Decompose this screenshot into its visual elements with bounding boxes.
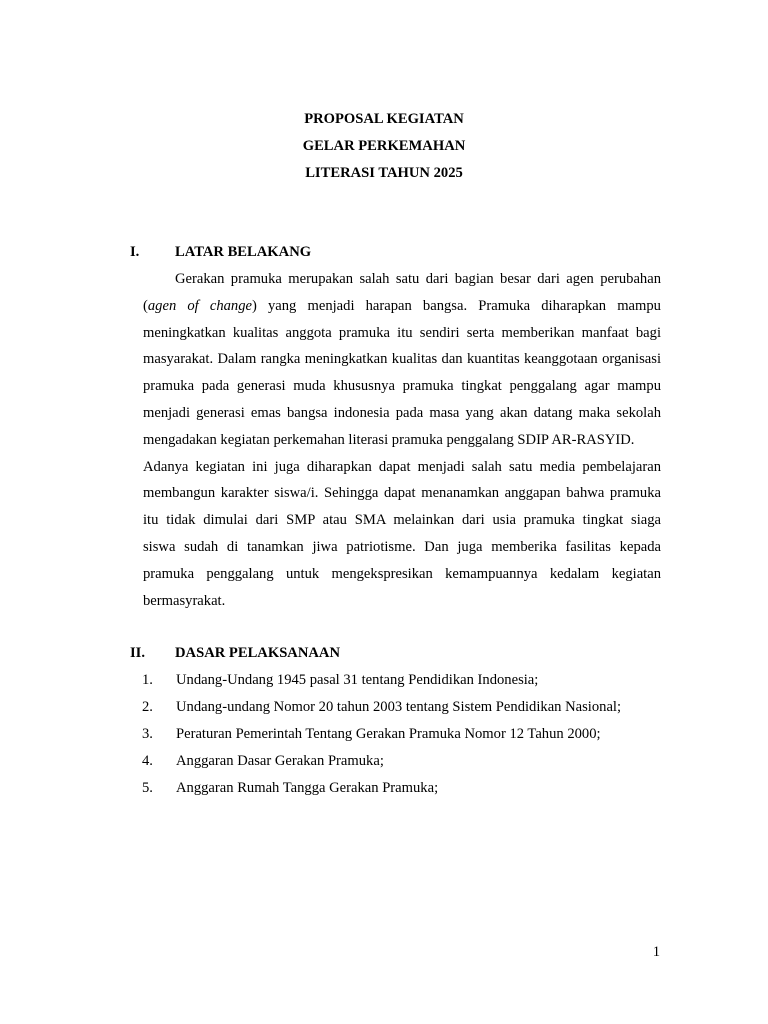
title-line-1: PROPOSAL KEGIATAN [304,111,464,127]
paragraph-line: masyarakat. Dalam rangka meningkatkan kualitas dan kuantitas keanggotaan organisasi [143,351,661,368]
paragraph-line: siswa sudah di tanamkan jiwa patriotisme. Dan juga memberika fasilitas kepada [143,538,661,555]
list-item-text: Anggaran Rumah Tangga Gerakan Pramuka; [176,780,439,796]
list-item-number: 4. [142,753,153,769]
list-item [142,694,682,721]
title-line-3: LITERASI TAHUN 2025 [305,165,463,181]
italic-phrase: agen of change [147,297,252,314]
list-item-text: Peraturan Pemerintah Tentang Gerakan Pramuka Nomor 12 Tahun 2000; [176,726,601,742]
title-line-2: GELAR PERKEMAHAN [302,138,466,154]
list-item-text: Anggaran Dasar Gerakan Pramuka; [176,753,384,769]
paragraph-line-rest: ) yang menjadi harapan bangsa. Pramuka diharapkan mampu [252,297,661,314]
paragraph-line: menjadi generasi emas bangsa indonesia pada masa yang akan datang maka sekolah [143,404,661,421]
list-item-number: 1. [142,672,153,688]
paragraph-line: mengadakan kegiatan perkemahan literasi pramuka penggalang SDIP AR-RASYID. [143,431,635,448]
list-item-text: Undang-Undang 1945 pasal 31 tentang Pendidikan Indonesia; [176,672,539,688]
paren-open: ( [143,297,148,314]
latar-belakang-paragraph [143,266,661,614]
paragraph-line: pramuka pada generasi muda khususnya pramuka tingkat penggalang agar mampu [143,378,661,395]
list-item [142,748,682,775]
document-title [0,106,768,187]
list-item-number: 5. [142,780,153,796]
page-number: 1 [652,944,660,960]
paragraph-line: pramuka penggalang untuk mengekspresikan kemampuannya kedalam kegiatan [143,565,661,582]
list-item [142,721,682,748]
dasar-pelaksanaan-list [142,667,682,802]
list-item-text: Undang-undang Nomor 20 tahun 2003 tentang Sistem Pendidikan Nasional; [176,699,622,715]
paragraph-line: Gerakan pramuka merupakan salah satu dari bagian besar dari agen perubahan [175,271,661,287]
paragraph-line: Adanya kegiatan ini juga diharapkan dapat menjadi salah satu media pembelajaran [143,458,661,475]
paragraph-line [143,293,661,320]
list-item-number: 3. [142,726,153,742]
paragraph-line: membangun karakter siswa/i. Sehingga dapat menanamkan anggapan bahwa pramuka [143,485,661,502]
list-item [142,775,682,802]
section-1-title: LATAR BELAKANG [175,244,312,260]
section-1-number: I. [130,244,140,260]
list-item [142,667,682,694]
list-item-number: 2. [142,699,153,715]
paragraph-line: meningkatkan kualitas anggota pramuka itu sendiri serta memberikan manfaat bagi [143,324,661,341]
section-2-number: II. [130,645,146,661]
paragraph-line: itu tidak dimulai dari SMP atau SMA melainkan dari usia pramuka tingkat siaga [143,512,661,529]
paragraph-line: bermasyrakat. [143,592,226,609]
section-2-title: DASAR PELAKSANAAN [175,645,341,661]
